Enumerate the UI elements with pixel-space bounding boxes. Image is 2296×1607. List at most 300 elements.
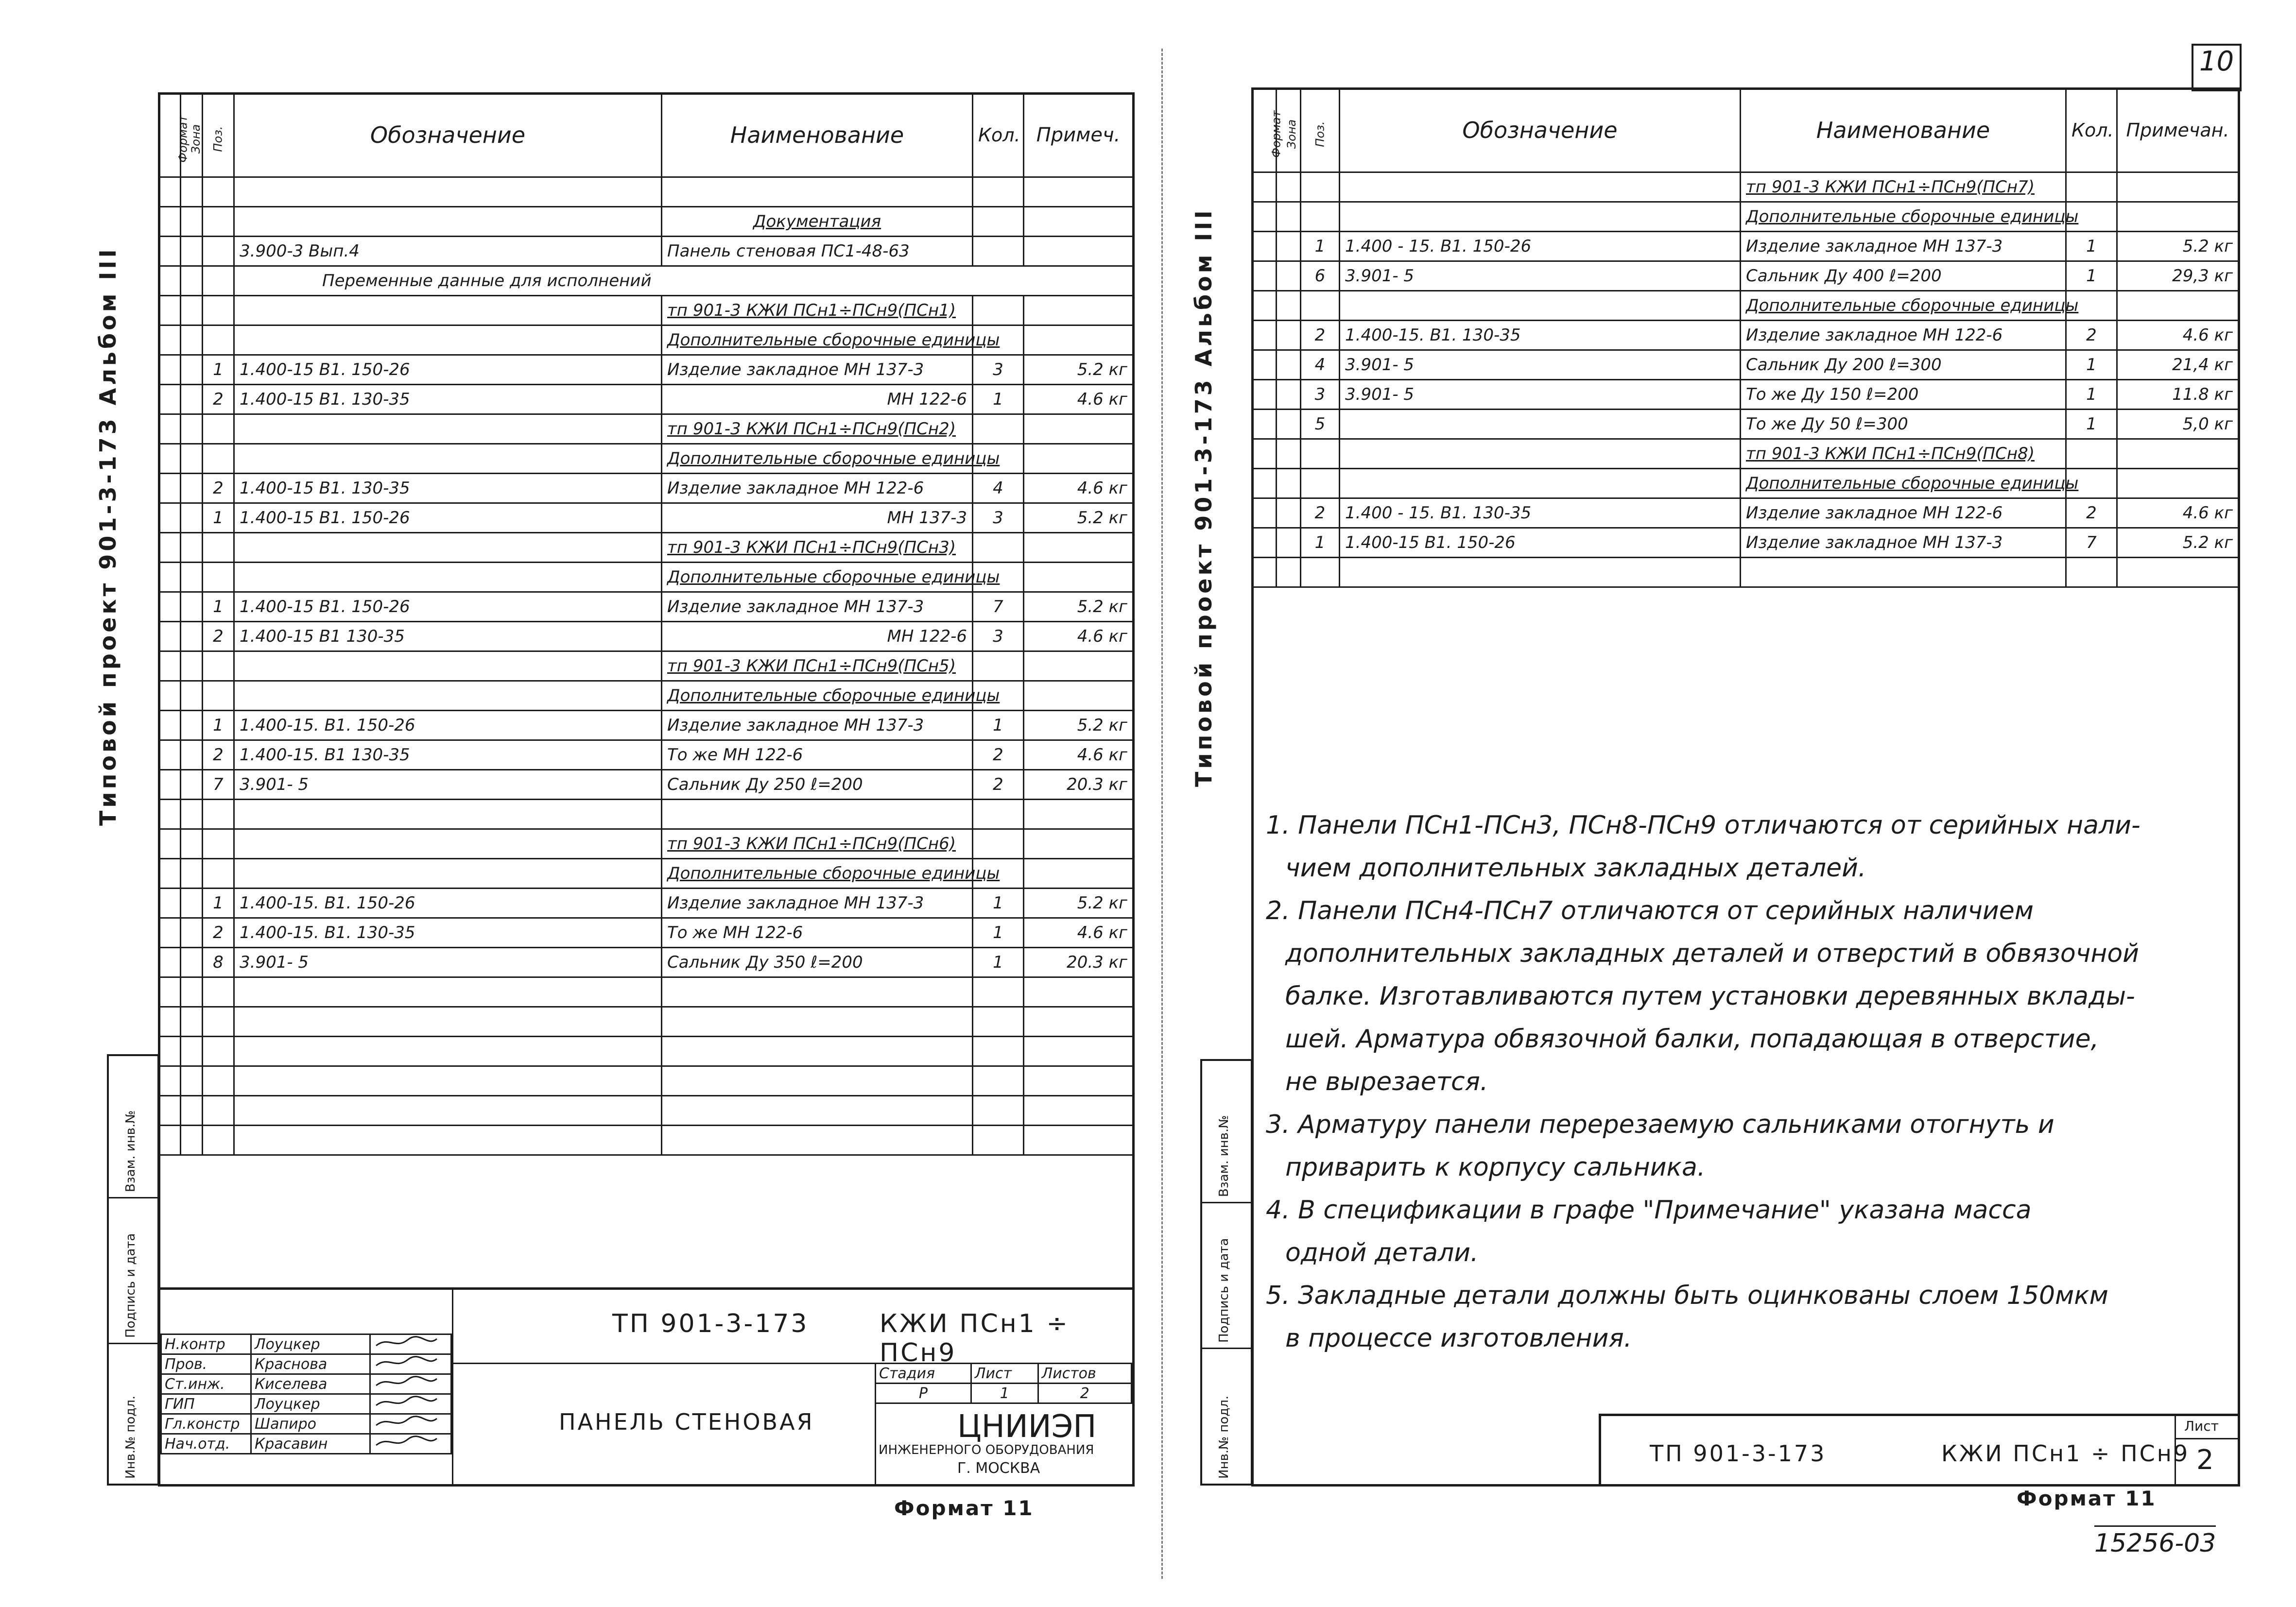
empty-cell bbox=[203, 859, 234, 889]
note-cell: 5.2 кг bbox=[2117, 232, 2239, 261]
note-cell: 4.6 кг bbox=[1024, 474, 1133, 503]
empty-cell bbox=[203, 414, 234, 444]
left-title-block bbox=[158, 1287, 1135, 1487]
pos-cell: 2 bbox=[203, 385, 234, 414]
note-line: 2. Панели ПСн4-ПСн7 отличаются от серийных наличием bbox=[1266, 896, 2034, 925]
note-line: в процессе изготовления. bbox=[1285, 1324, 1632, 1353]
empty-cell bbox=[973, 651, 1024, 681]
empty-cell bbox=[159, 177, 181, 207]
table-row bbox=[1252, 202, 2239, 232]
pos-cell: 1 bbox=[203, 355, 234, 385]
empty-cell bbox=[1252, 202, 1277, 232]
empty-cell bbox=[181, 859, 203, 889]
empty-cell bbox=[181, 1037, 203, 1066]
qty-cell: 3 bbox=[973, 355, 1024, 385]
empty-cell bbox=[159, 859, 181, 889]
stamp-name: Лоуцкер bbox=[251, 1334, 370, 1354]
empty-cell bbox=[181, 503, 203, 533]
pos-cell: 2 bbox=[203, 918, 234, 948]
table-row bbox=[1252, 172, 2239, 202]
sheet-number-box bbox=[2192, 44, 2242, 91]
table-row bbox=[159, 414, 1133, 444]
empty-cell bbox=[662, 177, 973, 207]
empty-cell bbox=[203, 1007, 234, 1037]
empty-cell bbox=[234, 1007, 662, 1037]
pos-cell: 7 bbox=[203, 770, 234, 800]
stamp-title: ПАНЕЛЬ СТЕНОВАЯ bbox=[559, 1409, 814, 1435]
empty-cell bbox=[973, 207, 1024, 237]
empty-cell bbox=[662, 800, 973, 829]
stamp-person-row bbox=[161, 1394, 451, 1414]
qty-cell: 1 bbox=[973, 385, 1024, 414]
name-cell: Изделие закладное МН 137-3 bbox=[662, 355, 973, 385]
empty-cell bbox=[181, 563, 203, 592]
signature-icon bbox=[374, 1435, 442, 1449]
empty-cell bbox=[159, 474, 181, 503]
empty-cell bbox=[159, 207, 181, 237]
empty-cell bbox=[203, 651, 234, 681]
empty-cell bbox=[973, 977, 1024, 1007]
empty-cell bbox=[1277, 350, 1301, 380]
name-cell: Изделие закладное МН 122-6 bbox=[662, 474, 973, 503]
table-row bbox=[1252, 232, 2239, 261]
designation-cell: 1.400-15. В1 130-35 bbox=[234, 740, 662, 770]
subsection-title: Дополнительные сборочные единицы bbox=[662, 563, 973, 592]
empty-cell bbox=[2066, 439, 2117, 469]
pos-cell: 2 bbox=[1301, 498, 1340, 528]
qty-cell: 3 bbox=[973, 503, 1024, 533]
empty-cell bbox=[181, 533, 203, 563]
pos-cell: 6 bbox=[1301, 261, 1340, 291]
pos-cell bbox=[203, 237, 234, 266]
empty-cell bbox=[1252, 291, 1277, 321]
empty-cell bbox=[203, 207, 234, 237]
empty-cell bbox=[1277, 291, 1301, 321]
empty-cell bbox=[2066, 172, 2117, 202]
stamp-sheets-h: Листов bbox=[1038, 1364, 1131, 1384]
qty-cell: 2 bbox=[973, 770, 1024, 800]
empty-cell bbox=[234, 414, 662, 444]
stamp-person-row bbox=[161, 1374, 451, 1394]
empty-cell bbox=[234, 1096, 662, 1126]
empty-cell bbox=[203, 444, 234, 474]
subsection-title: тп 901-3 КЖИ ПСн1÷ПСн9(ПСн1) bbox=[662, 296, 973, 325]
designation-cell: 1.400-15 В1. 130-35 bbox=[234, 385, 662, 414]
empty-cell bbox=[2066, 558, 2117, 587]
designation-cell: 1.400-15. В1. 130-35 bbox=[1340, 321, 1741, 350]
empty-cell bbox=[1301, 439, 1340, 469]
name-cell: Панель стеновая ПС1-48-63 bbox=[662, 237, 973, 266]
note-cell: 4.6 кг bbox=[1024, 740, 1133, 770]
empty-cell bbox=[1252, 350, 1277, 380]
empty-cell bbox=[1024, 177, 1133, 207]
empty-cell bbox=[159, 1007, 181, 1037]
empty-cell bbox=[973, 829, 1024, 859]
empty-cell bbox=[1252, 528, 1277, 558]
empty-cell bbox=[1301, 172, 1340, 202]
empty-cell bbox=[1024, 1096, 1133, 1126]
empty-cell bbox=[203, 563, 234, 592]
name-cell: Изделие закладное МН 137-3 bbox=[1741, 232, 2066, 261]
empty-cell bbox=[159, 651, 181, 681]
designation-cell: 1.400-15. В1. 150-26 bbox=[234, 711, 662, 740]
name-cell: МН 122-6 bbox=[662, 385, 973, 414]
note-line: одной детали. bbox=[1285, 1238, 1479, 1267]
empty-cell bbox=[203, 1096, 234, 1126]
empty-cell bbox=[1277, 172, 1301, 202]
table-row bbox=[159, 266, 1133, 296]
empty-cell bbox=[181, 889, 203, 918]
empty-cell bbox=[1024, 1126, 1133, 1155]
empty-cell bbox=[181, 1096, 203, 1126]
table-row bbox=[1252, 321, 2239, 350]
stamp-sheet-h: Лист bbox=[971, 1364, 1038, 1384]
qty-cell: 1 bbox=[973, 711, 1024, 740]
stamp-stage: Р bbox=[876, 1384, 971, 1403]
empty-cell bbox=[159, 948, 181, 977]
table-row bbox=[159, 681, 1133, 711]
r-stamp-doc: КЖИ ПСн1 ÷ ПСн9 bbox=[1941, 1440, 2190, 1467]
note-line: шей. Арматура обвязочной балки, попадающая в отверстие, bbox=[1285, 1025, 2099, 1054]
designation-cell: 1.400-15 В1. 150-26 bbox=[234, 355, 662, 385]
pos-cell: 2 bbox=[203, 622, 234, 651]
empty-cell bbox=[1252, 410, 1277, 439]
empty-cell bbox=[234, 977, 662, 1007]
empty-cell bbox=[662, 1037, 973, 1066]
stamp-name: Шапиро bbox=[251, 1414, 370, 1434]
name-cell: Изделие закладное МН 137-3 bbox=[662, 711, 973, 740]
stamp-name: Краснова bbox=[251, 1354, 370, 1374]
designation-cell: 1.400-15 В1. 130-35 bbox=[234, 474, 662, 503]
pos-cell: 2 bbox=[1301, 321, 1340, 350]
empty-cell bbox=[181, 740, 203, 770]
stamp-sheet: 1 bbox=[971, 1384, 1038, 1403]
vstrip-sign: Подпись и дата bbox=[123, 1233, 138, 1338]
designation-cell: 1.400 - 15. В1. 150-26 bbox=[1340, 232, 1741, 261]
pos-cell: 1 bbox=[1301, 232, 1340, 261]
empty-cell bbox=[181, 800, 203, 829]
table-row bbox=[159, 711, 1133, 740]
note-cell: 20.3 кг bbox=[1024, 948, 1133, 977]
empty-cell bbox=[234, 533, 662, 563]
empty-cell bbox=[181, 918, 203, 948]
empty-cell bbox=[181, 444, 203, 474]
empty-cell bbox=[234, 325, 662, 355]
empty-cell bbox=[159, 503, 181, 533]
subsection-title: тп 901-3 КЖИ ПСн1÷ПСн9(ПСн2) bbox=[662, 414, 973, 444]
name-cell: Изделие закладное МН 137-3 bbox=[1741, 528, 2066, 558]
qty-cell: 1 bbox=[973, 889, 1024, 918]
table-row bbox=[1252, 291, 2239, 321]
table-row bbox=[159, 1096, 1133, 1126]
subsection-title: Дополнительные сборочные единицы bbox=[1741, 291, 2066, 321]
subsection-title: Дополнительные сборочные единицы bbox=[662, 444, 973, 474]
empty-cell bbox=[973, 800, 1024, 829]
empty-cell bbox=[1301, 469, 1340, 498]
empty-cell bbox=[662, 1126, 973, 1155]
stamp-role: Пров. bbox=[161, 1354, 251, 1374]
empty-cell bbox=[159, 770, 181, 800]
empty-cell bbox=[203, 296, 234, 325]
r-stamp-sheet: 2 bbox=[2196, 1444, 2214, 1476]
subsection-title: Дополнительные сборочные единицы bbox=[662, 325, 973, 355]
empty-cell bbox=[159, 622, 181, 651]
stamp-stage-h: Стадия bbox=[876, 1364, 971, 1384]
subsection-title: тп 901-3 КЖИ ПСн1÷ПСн9(ПСн6) bbox=[662, 829, 973, 859]
note-line: приварить к корпусу сальника. bbox=[1285, 1153, 1706, 1182]
right-title-block bbox=[1599, 1414, 2240, 1487]
empty-cell bbox=[1277, 380, 1301, 410]
empty-cell bbox=[1024, 1037, 1133, 1066]
empty-cell bbox=[1252, 469, 1277, 498]
table-row bbox=[159, 740, 1133, 770]
empty-cell bbox=[203, 681, 234, 711]
stamp-name: Красавин bbox=[251, 1434, 370, 1454]
empty-cell bbox=[181, 770, 203, 800]
table-row bbox=[159, 177, 1133, 207]
empty-cell bbox=[181, 948, 203, 977]
col-format: Формат bbox=[159, 93, 181, 177]
sheet-number: 10 bbox=[2199, 46, 2234, 77]
empty-cell bbox=[159, 1126, 181, 1155]
pos-cell: 8 bbox=[203, 948, 234, 977]
table-row bbox=[159, 444, 1133, 474]
subsection-title: тп 901-3 КЖИ ПСн1÷ПСн9(ПСн3) bbox=[662, 533, 973, 563]
name-cell: МН 122-6 bbox=[662, 622, 973, 651]
empty-cell bbox=[2117, 172, 2239, 202]
subsection-title: Дополнительные сборочные единицы bbox=[662, 859, 973, 889]
empty-cell bbox=[1741, 558, 2066, 587]
empty-cell bbox=[159, 800, 181, 829]
empty-cell bbox=[234, 859, 662, 889]
note-cell: 20.3 кг bbox=[1024, 770, 1133, 800]
empty-cell bbox=[203, 177, 234, 207]
empty-cell bbox=[1301, 558, 1340, 587]
col-qty: Кол. bbox=[973, 93, 1024, 177]
table-row bbox=[1252, 439, 2239, 469]
empty-cell bbox=[1277, 528, 1301, 558]
empty-cell bbox=[159, 266, 181, 296]
stamp-org: ЦНИИЭП bbox=[957, 1409, 1097, 1445]
pos-cell: 1 bbox=[203, 592, 234, 622]
note-cell bbox=[1024, 237, 1133, 266]
empty-cell bbox=[181, 711, 203, 740]
r-vstrip-replace: Взам. инв.№ bbox=[1217, 1115, 1231, 1197]
designation-cell: 1.400 - 15. В1. 130-35 bbox=[1340, 498, 1741, 528]
qty-cell: 1 bbox=[2066, 232, 2117, 261]
vstrip-inv: Инв.№ подл. bbox=[123, 1395, 138, 1479]
empty-cell bbox=[181, 177, 203, 207]
r-vstrip-inv: Инв.№ подл. bbox=[1217, 1395, 1231, 1479]
r-stamp-sheet-h: Лист bbox=[2184, 1418, 2219, 1434]
empty-cell bbox=[234, 177, 662, 207]
empty-cell bbox=[1277, 558, 1301, 587]
empty-cell bbox=[181, 1066, 203, 1096]
table-row bbox=[159, 474, 1133, 503]
empty-cell bbox=[1277, 321, 1301, 350]
table-row bbox=[159, 385, 1133, 414]
designation-cell: 1.400-15. В1. 150-26 bbox=[234, 889, 662, 918]
empty-cell bbox=[181, 829, 203, 859]
designation-cell: 3.900-3 Вып.4 bbox=[234, 237, 662, 266]
empty-cell bbox=[662, 1007, 973, 1037]
designation-cell: 3.901- 5 bbox=[1340, 261, 1741, 291]
note-cell: 5.2 кг bbox=[1024, 889, 1133, 918]
empty-cell bbox=[973, 1096, 1024, 1126]
table-row bbox=[1252, 469, 2239, 498]
table-row bbox=[1252, 380, 2239, 410]
note-cell: 21,4 кг bbox=[2117, 350, 2239, 380]
empty-cell bbox=[662, 1066, 973, 1096]
empty-cell bbox=[2117, 202, 2239, 232]
pos-cell: 1 bbox=[1301, 528, 1340, 558]
qty-cell: 1 bbox=[973, 948, 1024, 977]
subsection-title: тп 901-3 КЖИ ПСн1÷ПСн9(ПСн8) bbox=[1741, 439, 2066, 469]
empty-cell bbox=[1301, 291, 1340, 321]
note-cell: 4.6 кг bbox=[1024, 385, 1133, 414]
empty-cell bbox=[203, 1037, 234, 1066]
fold-line bbox=[1161, 49, 1163, 1579]
empty-cell bbox=[1024, 651, 1133, 681]
empty-cell bbox=[1252, 380, 1277, 410]
note-line: чием дополнительных закладных деталей. bbox=[1285, 854, 1866, 883]
designation-cell: 1.400-15 В1 130-35 bbox=[234, 622, 662, 651]
empty-cell bbox=[234, 444, 662, 474]
empty-cell bbox=[181, 266, 203, 296]
empty-cell bbox=[181, 207, 203, 237]
col-zone: Зона bbox=[181, 93, 203, 177]
table-row bbox=[159, 503, 1133, 533]
note-cell: 5.2 кг bbox=[2117, 528, 2239, 558]
archive-number: 15256-03 bbox=[2094, 1525, 2216, 1558]
pos-cell: 5 bbox=[1301, 410, 1340, 439]
qty-cell: 1 bbox=[2066, 410, 2117, 439]
designation-cell: 1.400-15 В1. 150-26 bbox=[234, 592, 662, 622]
signature-cell bbox=[370, 1394, 451, 1414]
name-cell: Изделие закладное МН 137-3 bbox=[662, 889, 973, 918]
empty-cell bbox=[2117, 291, 2239, 321]
empty-cell bbox=[973, 1037, 1024, 1066]
subsection-title: тп 901-3 КЖИ ПСн1÷ПСн9(ПСн7) bbox=[1741, 172, 2066, 202]
name-cell: Сальник Ду 200 ℓ=300 bbox=[1741, 350, 2066, 380]
stamp-person-row bbox=[161, 1434, 451, 1454]
empty-cell bbox=[1277, 202, 1301, 232]
empty-cell bbox=[159, 414, 181, 444]
empty-cell bbox=[2117, 439, 2239, 469]
signature-icon bbox=[374, 1335, 442, 1350]
note-line: 3. Арматуру панели перерезаемую сальниками отогнуть и bbox=[1266, 1110, 2054, 1139]
subsection-title: тп 901-3 КЖИ ПСн1÷ПСн9(ПСн5) bbox=[662, 651, 973, 681]
stamp-role: Ст.инж. bbox=[161, 1374, 251, 1394]
note-cell: 11.8 кг bbox=[2117, 380, 2239, 410]
empty-cell bbox=[159, 385, 181, 414]
empty-cell bbox=[234, 681, 662, 711]
qty-cell: 1 bbox=[973, 918, 1024, 948]
signature-cell bbox=[370, 1414, 451, 1434]
empty-cell bbox=[159, 829, 181, 859]
empty-cell bbox=[234, 651, 662, 681]
pos-cell: 1 bbox=[203, 711, 234, 740]
signature-icon bbox=[374, 1395, 442, 1409]
stamp-doc: КЖИ ПСн1 ÷ ПСн9 bbox=[880, 1309, 1070, 1368]
table-row bbox=[159, 948, 1133, 977]
empty-cell bbox=[159, 296, 181, 325]
empty-cell bbox=[159, 1037, 181, 1066]
empty-cell bbox=[159, 325, 181, 355]
empty-cell bbox=[1024, 563, 1133, 592]
empty-cell bbox=[1277, 232, 1301, 261]
empty-cell bbox=[1252, 558, 1277, 587]
empty-cell bbox=[159, 918, 181, 948]
empty-cell bbox=[1024, 859, 1133, 889]
empty-cell bbox=[181, 474, 203, 503]
right-notes bbox=[1266, 804, 2141, 1360]
note-cell: 4.6 кг bbox=[1024, 622, 1133, 651]
designation-cell: 3.901- 5 bbox=[1340, 380, 1741, 410]
right-side-title: Типовой проект 901-3-173 Альбом III bbox=[1191, 207, 1217, 787]
empty-cell bbox=[203, 800, 234, 829]
section-heading: Переменные данные для исполнений bbox=[234, 266, 1133, 296]
empty-cell bbox=[973, 1066, 1024, 1096]
designation-cell: 3.901- 5 bbox=[234, 948, 662, 977]
note-cell: 5.2 кг bbox=[1024, 355, 1133, 385]
table-row bbox=[159, 829, 1133, 859]
table-row bbox=[159, 237, 1133, 266]
stamp-name: Киселева bbox=[251, 1374, 370, 1394]
r-col-note: Примечан. bbox=[2117, 88, 2239, 172]
empty-cell bbox=[234, 1037, 662, 1066]
stamp-name: Лоуцкер bbox=[251, 1394, 370, 1414]
empty-cell bbox=[181, 622, 203, 651]
table-row bbox=[159, 355, 1133, 385]
empty-cell bbox=[1340, 202, 1741, 232]
empty-cell bbox=[973, 296, 1024, 325]
empty-cell bbox=[1024, 325, 1133, 355]
empty-cell bbox=[159, 1066, 181, 1096]
empty-cell bbox=[1024, 681, 1133, 711]
empty-cell bbox=[1277, 410, 1301, 439]
empty-cell bbox=[159, 563, 181, 592]
signature-cell bbox=[370, 1434, 451, 1454]
designation-cell: 3.901- 5 bbox=[234, 770, 662, 800]
empty-cell bbox=[159, 355, 181, 385]
empty-cell bbox=[1024, 533, 1133, 563]
signature-icon bbox=[374, 1415, 442, 1429]
name-cell: То же МН 122-6 bbox=[662, 740, 973, 770]
table-row bbox=[159, 325, 1133, 355]
name-cell: То же Ду 150 ℓ=200 bbox=[1741, 380, 2066, 410]
empty-cell bbox=[1340, 439, 1741, 469]
empty-cell bbox=[662, 1096, 973, 1126]
stamp-person-row bbox=[161, 1334, 451, 1354]
empty-cell bbox=[2117, 558, 2239, 587]
empty-cell bbox=[181, 592, 203, 622]
empty-cell bbox=[1277, 469, 1301, 498]
empty-cell bbox=[973, 414, 1024, 444]
empty-cell bbox=[1277, 439, 1301, 469]
empty-cell bbox=[159, 237, 181, 266]
table-row bbox=[159, 1066, 1133, 1096]
table-row bbox=[1252, 350, 2239, 380]
qty-cell: 7 bbox=[973, 592, 1024, 622]
empty-cell bbox=[1024, 207, 1133, 237]
empty-cell bbox=[973, 533, 1024, 563]
name-cell: Изделие закладное МН 137-3 bbox=[662, 592, 973, 622]
left-inventory-strip bbox=[107, 1054, 159, 1486]
stamp-sheets: 2 bbox=[1038, 1384, 1131, 1403]
r-col-format: Формат bbox=[1252, 88, 1277, 172]
table-row bbox=[159, 622, 1133, 651]
